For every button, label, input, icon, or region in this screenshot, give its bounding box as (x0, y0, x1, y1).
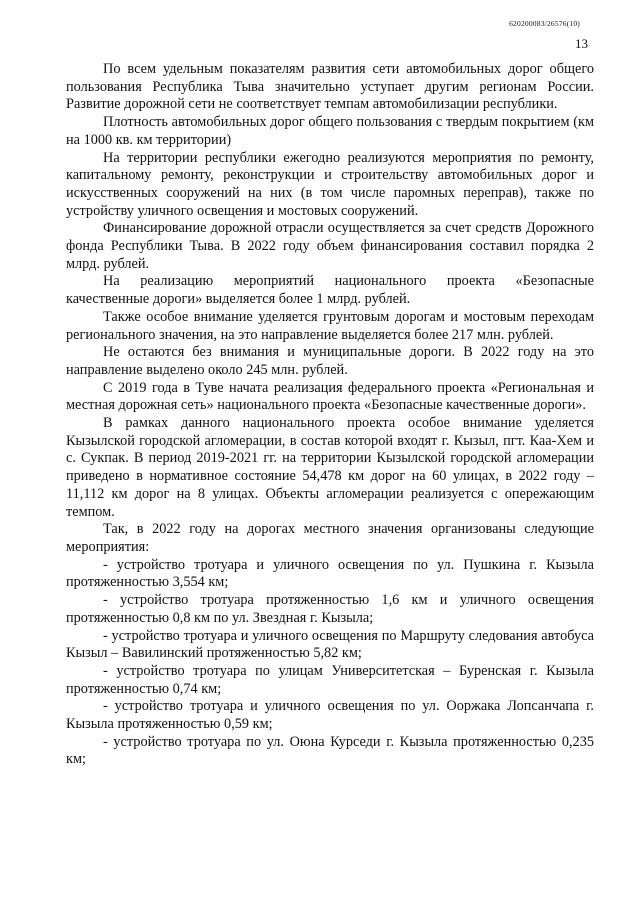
list-item: - устройство тротуара по ул. Оюна Курседи г. Кызыла протяженностью 0,235 км; (66, 733, 594, 768)
list-item: - устройство тротуара и уличного освещения по Маршруту следования автобуса Кызыл – Вавилинский протяженностью 5,82 км; (66, 627, 594, 662)
page-number: 13 (575, 36, 588, 51)
list-item: - устройство тротуара и уличного освещения по ул. Пушкина г. Кызыла протяженностью 3,554 км; (66, 556, 594, 591)
paragraph: Также особое внимание уделяется грунтовым дорогам и мостовым переходам регионального значения, на это направление выделяется более 217 млн. рублей. (66, 308, 594, 343)
paragraph: Финансирование дорожной отрасли осуществляется за счет средств Дорожного фонда Республики Тыва. В 2022 году объем финансирования составил порядка 2 млрд. рублей. (66, 220, 594, 272)
list-item: - устройство тротуара и уличного освещения по ул. Ооржака Лопсанчапа г. Кызыла протяженностью 0,59 км; (66, 698, 594, 733)
paragraph: По всем удельным показателям развития сети автомобильных дорог общего пользования Республика Тыва значительно уступает другим регионам России. Развитие дорожной сети не соответствует темпам автомобилизации республики. (66, 61, 594, 113)
paragraph: На реализацию мероприятий национального проекта «Безопасные качественные дороги» выделяется более 1 млрд. рублей. (66, 273, 594, 308)
paragraph: Плотность автомобильных дорог общего пользования с твердым покрытием (км на 1000 кв. км территории) (66, 114, 594, 148)
paragraph: На территории республики ежегодно реализуются мероприятия по ремонту, капитальному ремонту, реконструкции и строительству автомобильных дорог и искусственных сооружений на них (в том числе паромных переправ), также по устройству уличного освещения и мостовых сооружений. (66, 149, 594, 219)
paragraph: В рамках данного национального проекта особое внимание уделяется Кызылской городской агломерации, в состав которой входят г. Кызыл, пгт. Каа-Хем и с. Сукпак. В период 2019-2021 гг. на территории Кызылской городской агломерации приведено в нормативное состояние 54,478 км дорог на 60 улицах, в 2022 году – 11,112 км дорог на 8 улицах. Объекты агломерации реализуется с опережающим темпом. (66, 415, 594, 520)
list-item: - устройство тротуара протяженностью 1,6 км и уличного освещения протяженностью 0,8 км по ул. Звездная г. Кызыла; (66, 592, 594, 626)
document-code: 620200083/26576(10) (509, 19, 580, 28)
paragraph: С 2019 года в Туве начата реализация федерального проекта «Региональная и местная дорожная сеть» национального проекта «Безопасные качественные дороги». (66, 379, 594, 414)
list-item: - устройство тротуара по улицам Университетская – Буренская г. Кызыла протяженностью 0,74 км; (66, 662, 594, 697)
paragraph: Так, в 2022 году на дорогах местного значения организованы следующие мероприятия: (66, 521, 594, 555)
paragraph: Не остаются без внимания и муниципальные дороги. В 2022 году на это направление выделено около 245 млн. рублей. (66, 344, 594, 378)
document-body (66, 61, 594, 769)
